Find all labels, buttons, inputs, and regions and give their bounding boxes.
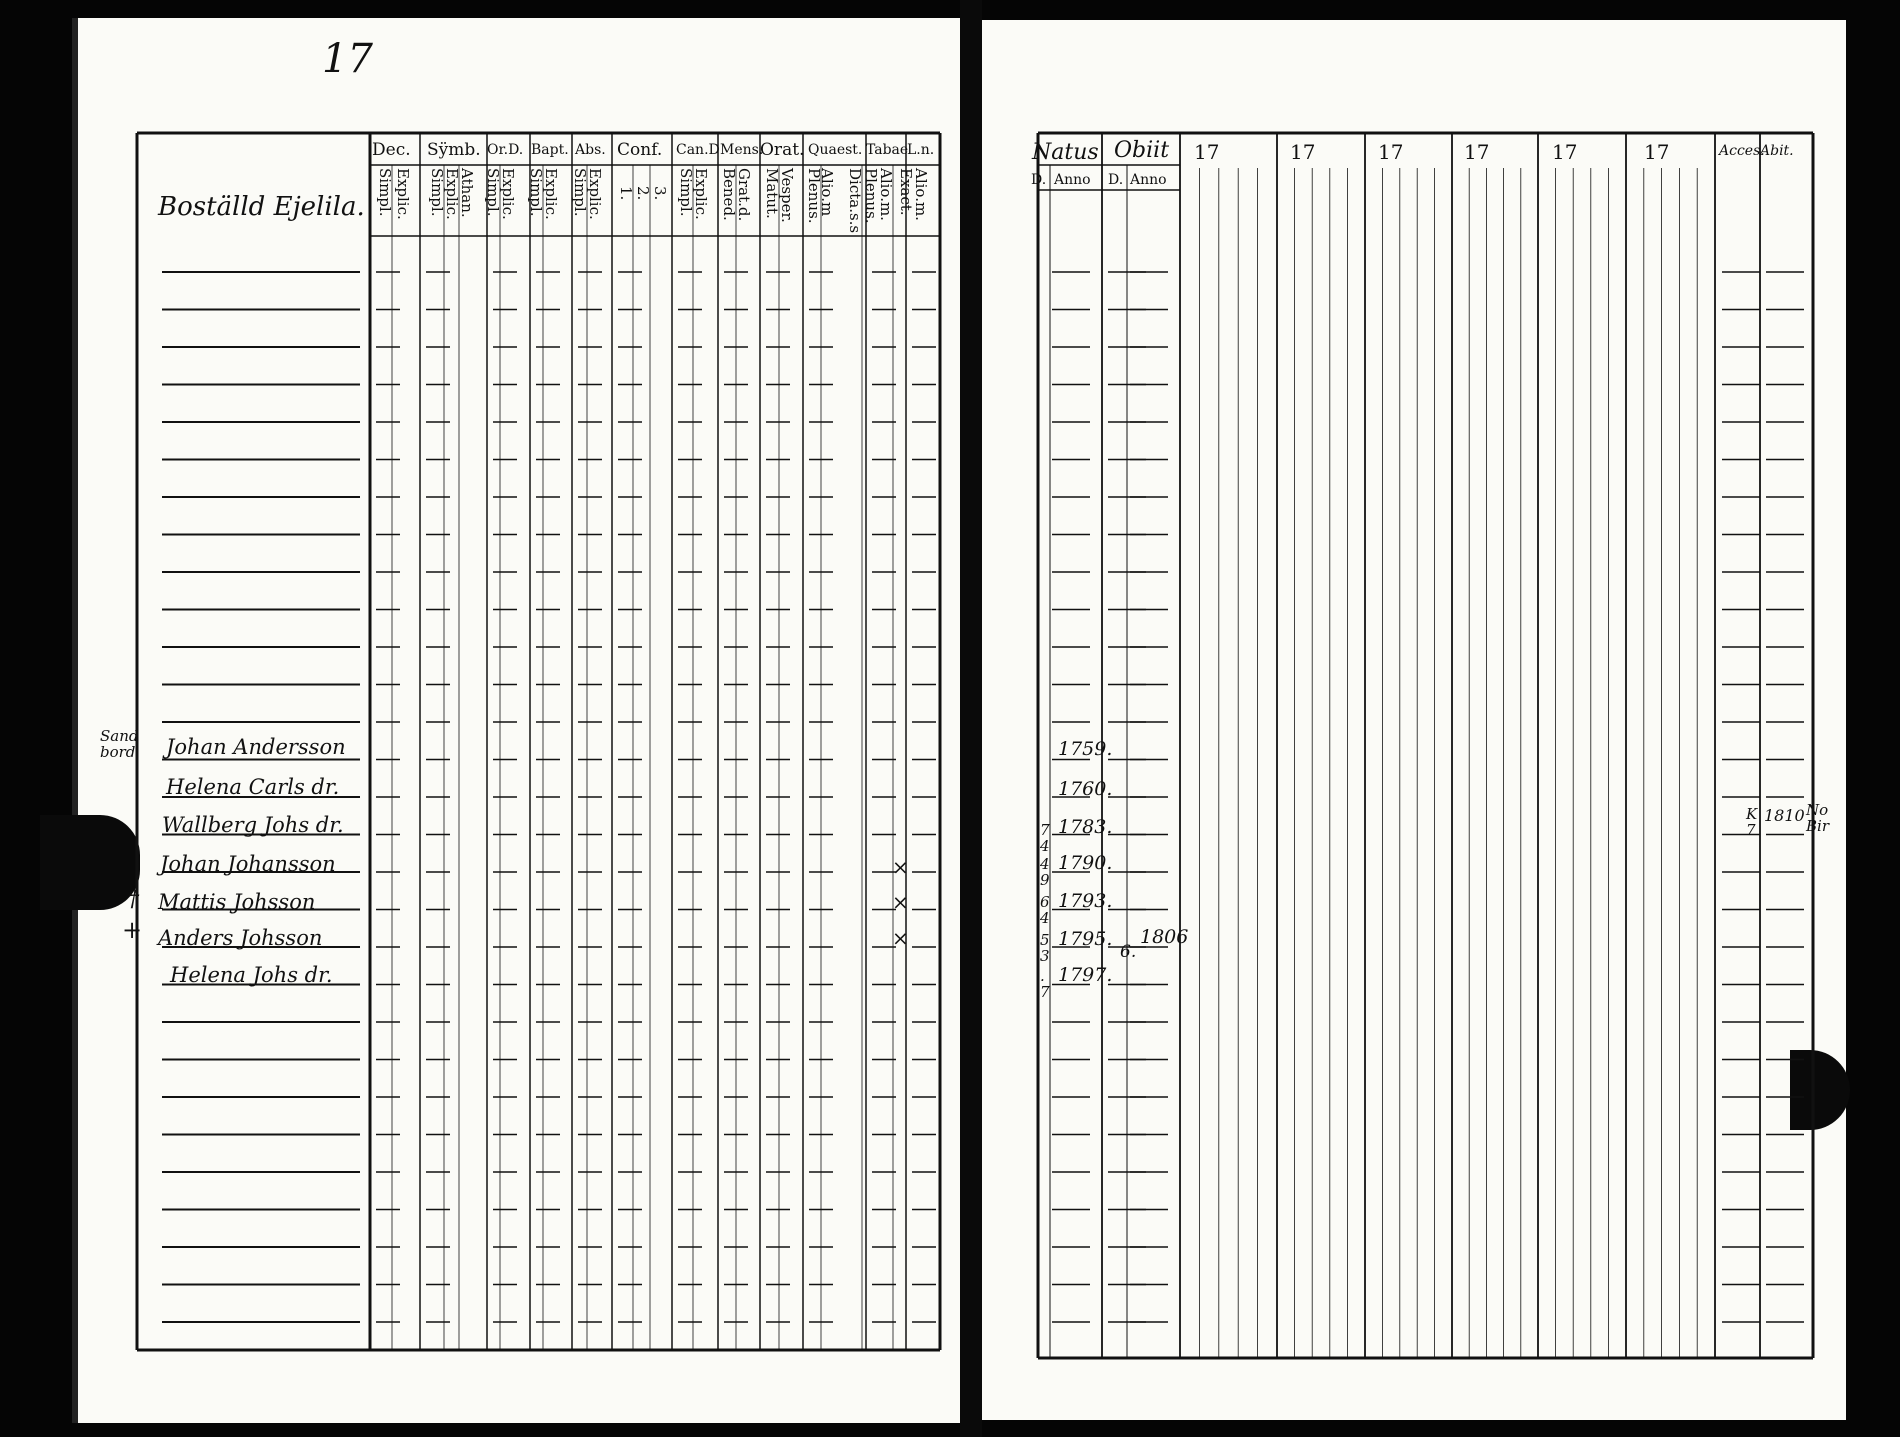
col-header-year: 17 bbox=[1194, 140, 1220, 164]
sub-header: Dicta.s.s bbox=[846, 168, 864, 234]
entry-name: Johan Johansson bbox=[160, 852, 336, 876]
birth-year: 1783. bbox=[1058, 816, 1113, 838]
col-header-acces: Acces. bbox=[1719, 143, 1765, 159]
birth-day: 7 4 bbox=[1040, 821, 1050, 855]
sub-header: Explic. bbox=[394, 168, 412, 220]
col-header-year: 17 bbox=[1378, 140, 1404, 164]
sub-header: Simpl. bbox=[571, 168, 589, 217]
sub-header: Grat.d. bbox=[735, 168, 753, 222]
sub-header: Plenus. bbox=[805, 168, 823, 224]
sub-header: Explic. bbox=[499, 168, 517, 220]
sub-header: Exact. bbox=[897, 168, 915, 216]
sub-header: Explic. bbox=[542, 168, 560, 220]
place-heading: Boställd Ejelila. bbox=[158, 192, 365, 222]
mark-cross: × bbox=[892, 855, 909, 879]
sub-header: Alio.m. bbox=[877, 168, 895, 221]
sub-header: Vesper. bbox=[778, 168, 796, 223]
birth-year: 1795. bbox=[1058, 928, 1113, 950]
sub-header: 2. bbox=[634, 186, 652, 201]
sub-header: 3. bbox=[651, 186, 669, 201]
col-header-year: 17 bbox=[1644, 140, 1670, 164]
col-header-year: 17 bbox=[1290, 140, 1316, 164]
sub-header: Simpl. bbox=[376, 168, 394, 217]
birth-year: 1760. bbox=[1058, 778, 1113, 800]
col-header-quaest: Quaest. bbox=[808, 142, 863, 158]
entry-name: Mattis Johsson bbox=[158, 890, 316, 914]
margin-note-cross: + bbox=[122, 916, 143, 944]
sub-header: Bened. bbox=[720, 168, 738, 221]
birth-year: 1797. bbox=[1058, 964, 1113, 986]
entry-name: Johan Andersson bbox=[166, 735, 346, 759]
col-header-abs: Abs. bbox=[575, 142, 606, 158]
col-header-conf: Conf. bbox=[617, 140, 663, 160]
entry-name: Helena Johs dr. bbox=[170, 963, 333, 987]
col-header-abit: Abit. bbox=[1760, 143, 1794, 159]
accession-mark: K 7 bbox=[1746, 805, 1758, 839]
sub-header: Explic. bbox=[586, 168, 604, 220]
col-header-mens: Mens. bbox=[720, 142, 764, 158]
sub-header: Simpl. bbox=[527, 168, 545, 217]
col-header-cand: Can.D bbox=[676, 142, 720, 158]
abit-note: No Bir bbox=[1806, 801, 1829, 835]
birth-day: . 7 bbox=[1040, 967, 1050, 1001]
accession-year: 1810 bbox=[1764, 806, 1805, 825]
sub-header-day: D. bbox=[1031, 172, 1047, 188]
col-header-orat: Orat. bbox=[760, 140, 805, 160]
sub-header: Matut. bbox=[763, 168, 781, 219]
sub-header: Explic. bbox=[692, 168, 710, 220]
col-header-bapt: Bapt. bbox=[531, 142, 569, 158]
sub-header: Alio.m bbox=[818, 168, 836, 217]
sub-header: Alio.m. bbox=[912, 168, 930, 221]
col-header-year: 17 bbox=[1464, 140, 1490, 164]
col-header-ord: Or.D. bbox=[487, 142, 524, 158]
birth-year: 1793. bbox=[1058, 890, 1113, 912]
entry-name: Anders Johsson bbox=[158, 926, 323, 950]
sub-header-anno: Anno bbox=[1130, 172, 1167, 188]
sub-header: Athan. bbox=[458, 168, 476, 218]
birth-day: 6 4 bbox=[1040, 893, 1050, 927]
margin-note: Sand bord bbox=[100, 727, 139, 761]
sub-header-anno: Anno bbox=[1054, 172, 1091, 188]
sub-header: 1. bbox=[617, 186, 635, 201]
col-header-symb: Sÿmb. bbox=[427, 140, 481, 160]
page-number: 17 bbox=[322, 36, 373, 82]
sub-header: Simpl. bbox=[677, 168, 695, 217]
col-header-obiit: Obiit bbox=[1114, 138, 1170, 163]
margin-note-dagger: † bbox=[128, 887, 139, 912]
col-header-dec: Dec. bbox=[372, 140, 411, 160]
entry-name: Helena Carls dr. bbox=[166, 775, 340, 799]
birth-year: 1790. bbox=[1058, 852, 1113, 874]
birth-day: 5 3 bbox=[1040, 931, 1050, 965]
col-header-ln: L.n. bbox=[907, 142, 935, 158]
col-header-tabae: Tabae bbox=[866, 142, 909, 158]
birth-year: 1759. bbox=[1058, 738, 1113, 760]
birth-day: 4 9 bbox=[1040, 855, 1050, 889]
col-header-year: 17 bbox=[1552, 140, 1578, 164]
sub-header: Simpl. bbox=[484, 168, 502, 217]
death-day: 6. bbox=[1120, 942, 1137, 962]
sub-header: Plenus. bbox=[862, 168, 880, 224]
mark-cross: × bbox=[892, 890, 909, 914]
death-year: 1806 bbox=[1140, 926, 1189, 948]
sub-header-day: D. bbox=[1108, 172, 1124, 188]
sub-header: Explic. bbox=[443, 168, 461, 220]
sub-header: Simpl. bbox=[428, 168, 446, 217]
mark-cross: × bbox=[892, 926, 909, 950]
col-header-natus: Natus bbox=[1032, 140, 1099, 165]
entry-name: Wallberg Johs dr. bbox=[162, 813, 344, 837]
